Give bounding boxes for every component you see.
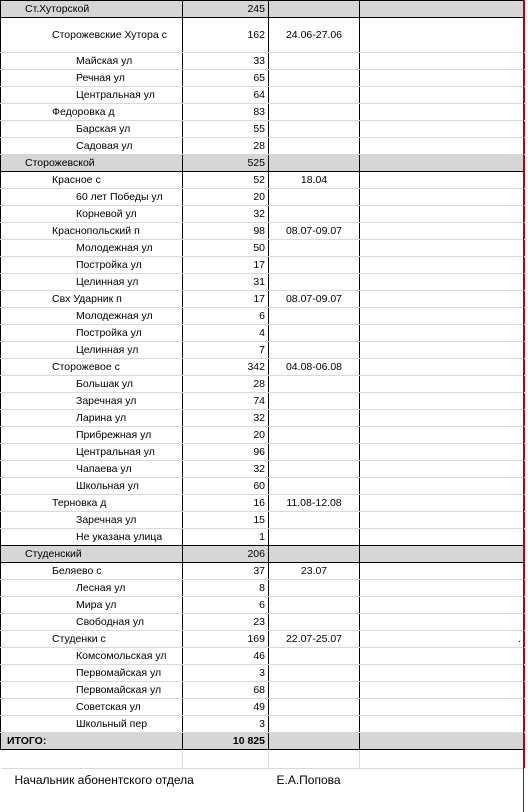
value-cell: 52: [183, 172, 269, 189]
name-cell: Речная ул: [1, 70, 183, 87]
table-row[interactable]: [1, 206, 525, 223]
value-cell: 60: [183, 478, 269, 495]
page-break-line: [523, 0, 524, 812]
table-row[interactable]: [1, 138, 525, 155]
date-cell: 08.07-09.07: [269, 291, 360, 308]
value-cell: 3: [183, 665, 269, 682]
name-cell: Ст.Хуторской: [1, 1, 183, 18]
value-cell: 98: [183, 223, 269, 240]
value-cell: 8: [183, 580, 269, 597]
extra-cell: [360, 461, 525, 478]
value-cell: 162: [183, 18, 269, 53]
table-row[interactable]: [1, 444, 525, 461]
name-cell: Прибрежная ул: [1, 427, 183, 444]
extra-cell: [360, 495, 525, 512]
value-cell: 96: [183, 444, 269, 461]
table-row[interactable]: [1, 359, 525, 376]
total-value: 10 825: [183, 733, 269, 750]
extra-cell: [360, 410, 525, 427]
table-row[interactable]: [1, 308, 525, 325]
value-cell: 33: [183, 53, 269, 70]
name-cell: Постройка ул: [1, 325, 183, 342]
name-cell: Сторожевое с: [1, 359, 183, 376]
name-cell: Сторожевской: [1, 155, 183, 172]
value-cell: 49: [183, 699, 269, 716]
table-row[interactable]: [1, 563, 525, 580]
value-cell: 32: [183, 461, 269, 478]
date-cell: [269, 444, 360, 461]
value-cell: 65: [183, 70, 269, 87]
value-cell: 37: [183, 563, 269, 580]
extra-cell: [360, 1, 525, 18]
name-cell: Мира ул: [1, 597, 183, 614]
name-cell: Молодежная ул: [1, 308, 183, 325]
blank-cell: [183, 750, 269, 769]
date-cell: [269, 614, 360, 631]
value-cell: 32: [183, 410, 269, 427]
table-row[interactable]: [1, 376, 525, 393]
table-row[interactable]: [1, 87, 525, 104]
extra-cell: [360, 427, 525, 444]
group-row[interactable]: [1, 1, 525, 18]
name-cell: Корневой ул: [1, 206, 183, 223]
extra-cell: [360, 172, 525, 189]
table-row[interactable]: [1, 682, 525, 699]
table-row[interactable]: [1, 393, 525, 410]
extra-cell: [360, 87, 525, 104]
date-cell: [269, 461, 360, 478]
value-cell: 50: [183, 240, 269, 257]
value-cell: 4: [183, 325, 269, 342]
name-cell: Советская ул: [1, 699, 183, 716]
name-cell: Заречная ул: [1, 512, 183, 529]
extra-cell: [360, 18, 525, 53]
extra-cell: [360, 546, 525, 563]
extra-cell: [360, 325, 525, 342]
date-cell: [269, 410, 360, 427]
extra-cell: [360, 359, 525, 376]
extra-cell: [360, 580, 525, 597]
name-cell: Терновка д: [1, 495, 183, 512]
date-cell: [269, 87, 360, 104]
date-cell: [269, 121, 360, 138]
date-cell: 18.04: [269, 172, 360, 189]
table-row[interactable]: [1, 597, 525, 614]
name-cell: Первомайская ул: [1, 682, 183, 699]
value-cell: 17: [183, 291, 269, 308]
date-cell: 23.07: [269, 563, 360, 580]
name-cell: Первомайская ул: [1, 665, 183, 682]
date-cell: [269, 597, 360, 614]
table-row[interactable]: [1, 53, 525, 70]
date-cell: 08.07-09.07: [269, 223, 360, 240]
date-cell: [269, 257, 360, 274]
table-row[interactable]: [1, 18, 525, 53]
table-row[interactable]: [1, 665, 525, 682]
name-cell: Заречная ул: [1, 393, 183, 410]
total-label: ИТОГО:: [1, 733, 183, 750]
name-cell: Целинная ул: [1, 342, 183, 359]
name-cell: Федоровка д: [1, 104, 183, 121]
table-row[interactable]: [1, 580, 525, 597]
extra-cell: [360, 393, 525, 410]
name-cell: Красное с: [1, 172, 183, 189]
extra-cell: [360, 121, 525, 138]
table-row[interactable]: [1, 614, 525, 631]
name-cell: Лесная ул: [1, 580, 183, 597]
date-cell: [269, 189, 360, 206]
table-row[interactable]: [1, 529, 525, 546]
extra-cell: [360, 478, 525, 495]
date-cell: 04.08-06.08: [269, 359, 360, 376]
value-cell: 74: [183, 393, 269, 410]
date-cell: [269, 478, 360, 495]
date-cell: [269, 546, 360, 563]
extra-cell: [360, 189, 525, 206]
name-cell: Беляево с: [1, 563, 183, 580]
extra-cell: [360, 444, 525, 461]
footer-signature: Е.А.Попова: [276, 773, 341, 787]
blank-row: [1, 750, 525, 769]
name-cell: Ларина ул: [1, 410, 183, 427]
extra-cell: [360, 648, 525, 665]
date-cell: [269, 155, 360, 172]
table-row[interactable]: [1, 461, 525, 478]
date-cell: [269, 240, 360, 257]
name-cell: Не указана улица: [1, 529, 183, 546]
date-cell: 11.08-12.08: [269, 495, 360, 512]
table-row[interactable]: [1, 410, 525, 427]
extra-cell: [360, 223, 525, 240]
extra-cell: [360, 274, 525, 291]
value-cell: 16: [183, 495, 269, 512]
value-cell: 3: [183, 716, 269, 733]
extra-cell: [360, 597, 525, 614]
date-cell: [269, 699, 360, 716]
value-cell: 23: [183, 614, 269, 631]
value-cell: 206: [183, 546, 269, 563]
table-row[interactable]: [1, 342, 525, 359]
extra-cell: [360, 53, 525, 70]
value-cell: 525: [183, 155, 269, 172]
date-cell: [269, 682, 360, 699]
date-cell: [269, 206, 360, 223]
value-cell: 6: [183, 308, 269, 325]
value-cell: 32: [183, 206, 269, 223]
date-cell: 22.07-25.07: [269, 631, 360, 648]
name-cell: Комсомольская ул: [1, 648, 183, 665]
group-row[interactable]: [1, 546, 525, 563]
name-cell: Студенки с: [1, 631, 183, 648]
date-cell: [269, 512, 360, 529]
name-cell: 60 лет Победы ул: [1, 189, 183, 206]
value-cell: 55: [183, 121, 269, 138]
group-row[interactable]: [1, 155, 525, 172]
date-cell: [269, 529, 360, 546]
extra-cell: [360, 240, 525, 257]
value-cell: 245: [183, 1, 269, 18]
extra-cell: [360, 563, 525, 580]
date-cell: [269, 427, 360, 444]
value-cell: 7: [183, 342, 269, 359]
table-row[interactable]: [1, 223, 525, 240]
name-cell: Целинная ул: [1, 274, 183, 291]
date-cell: [269, 104, 360, 121]
extra-cell: [360, 155, 525, 172]
table-row[interactable]: [1, 291, 525, 308]
extra-cell: [360, 376, 525, 393]
extra-cell: [360, 699, 525, 716]
name-cell: Центральная ул: [1, 87, 183, 104]
table-row[interactable]: [1, 699, 525, 716]
name-cell: Свх Ударник п: [1, 291, 183, 308]
name-cell: Школьная ул: [1, 478, 183, 495]
date-cell: [269, 580, 360, 597]
table-row[interactable]: [1, 495, 525, 512]
extra-cell: [360, 291, 525, 308]
date-cell: [269, 648, 360, 665]
table-row[interactable]: [1, 274, 525, 291]
table-row[interactable]: [1, 427, 525, 444]
date-cell: [269, 308, 360, 325]
name-cell: Свободная ул: [1, 614, 183, 631]
table-row[interactable]: [1, 512, 525, 529]
value-cell: 20: [183, 189, 269, 206]
table-row[interactable]: [1, 104, 525, 121]
extra-cell: [360, 206, 525, 223]
extra-cell: [360, 308, 525, 325]
value-cell: 46: [183, 648, 269, 665]
value-cell: 31: [183, 274, 269, 291]
table-row[interactable]: [1, 716, 525, 733]
value-cell: 15: [183, 512, 269, 529]
value-cell: 28: [183, 138, 269, 155]
name-cell: Постройка ул: [1, 257, 183, 274]
name-cell: Студенский: [1, 546, 183, 563]
date-cell: [269, 1, 360, 18]
value-cell: 68: [183, 682, 269, 699]
name-cell: Сторожевские Хутора с: [1, 18, 183, 53]
table-row[interactable]: [1, 121, 525, 138]
blank-cell: [360, 750, 525, 769]
date-cell: [269, 138, 360, 155]
date-cell: [269, 274, 360, 291]
extra-cell: [360, 614, 525, 631]
value-cell: 169: [183, 631, 269, 648]
extra-cell: [360, 70, 525, 87]
extra-cell: [360, 512, 525, 529]
extra-cell: [360, 138, 525, 155]
table-row[interactable]: [1, 240, 525, 257]
value-cell: 342: [183, 359, 269, 376]
extra-cell: [360, 104, 525, 121]
table-row[interactable]: [1, 172, 525, 189]
value-cell: 28: [183, 376, 269, 393]
name-cell: Чапаева ул: [1, 461, 183, 478]
date-cell: 24.06-27.06: [269, 18, 360, 53]
value-cell: 1: [183, 529, 269, 546]
name-cell: Барская ул: [1, 121, 183, 138]
footer-title: Начальник абонентского отдела: [14, 773, 194, 787]
name-cell: Майская ул: [1, 53, 183, 70]
blank-cell: [269, 750, 360, 769]
extra-cell: [360, 682, 525, 699]
table-row[interactable]: [1, 648, 525, 665]
date-cell: [269, 325, 360, 342]
date-cell: [269, 376, 360, 393]
value-cell: 6: [183, 597, 269, 614]
table-row[interactable]: [1, 325, 525, 342]
stray-mark: .: [360, 631, 525, 648]
table-row[interactable]: [1, 189, 525, 206]
total-extra-cell: [360, 733, 525, 750]
table-row[interactable]: [1, 478, 525, 495]
name-cell: Центральная ул: [1, 444, 183, 461]
date-cell: [269, 716, 360, 733]
extra-cell: [360, 665, 525, 682]
value-cell: 17: [183, 257, 269, 274]
name-cell: Большак ул: [1, 376, 183, 393]
name-cell: Школьный пер: [1, 716, 183, 733]
name-cell: Молодежная ул: [1, 240, 183, 257]
extra-cell: [360, 342, 525, 359]
date-cell: [269, 665, 360, 682]
date-cell: [269, 342, 360, 359]
date-cell: [269, 70, 360, 87]
report-rows: [1, 1, 525, 733]
value-cell: 64: [183, 87, 269, 104]
value-cell: 83: [183, 104, 269, 121]
extra-cell: [360, 529, 525, 546]
table-row[interactable]: [1, 631, 525, 648]
total-date-cell: [269, 733, 360, 750]
date-cell: [269, 53, 360, 70]
table-row[interactable]: [1, 257, 525, 274]
blank-cell: [1, 750, 183, 769]
date-cell: [269, 393, 360, 410]
table-row[interactable]: [1, 70, 525, 87]
value-cell: 20: [183, 427, 269, 444]
name-cell: Краснопольский п: [1, 223, 183, 240]
footer-row: [1, 769, 525, 792]
name-cell: Садовая ул: [1, 138, 183, 155]
extra-cell: [360, 716, 525, 733]
total-row[interactable]: [1, 733, 525, 750]
extra-cell: [360, 257, 525, 274]
